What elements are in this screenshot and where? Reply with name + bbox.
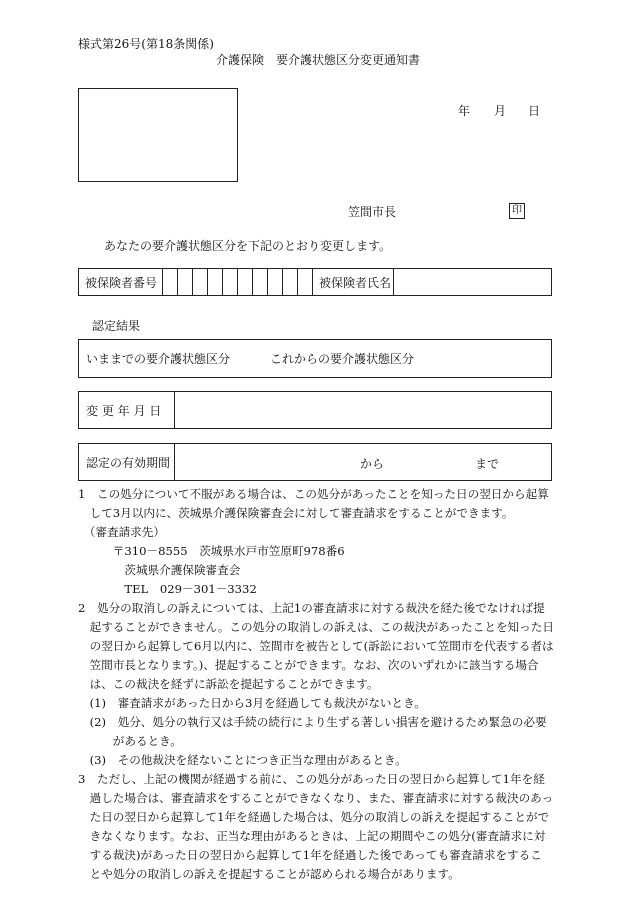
insured-number-digit [238,269,253,295]
notice-line: 〒310－8555 茨城県水戸市笠原町978番6 [78,544,345,558]
notice-line: の翌日から起算して6月以内に、笠間市を被告として(訴訟において笠間市を代表する者は [78,639,554,653]
issuer-name: 笠間市長 [348,205,397,219]
insured-number-digit [223,269,238,295]
valid-period-from: から [360,457,385,471]
change-date-value [175,392,551,428]
notice-line: する裁決)があった日の翌日から起算して1年を経過した後であっても審査請求をするこ [78,848,542,862]
intro-text: あなたの要介護状態区分を下記のとおり変更します。 [104,239,392,253]
insured-number-digit [298,269,313,295]
date-day: 日 [528,104,541,118]
notice-line: (3) その他裁決を経ないことにつき正当な理由があるとき。 [78,753,407,767]
valid-period-until: まで [475,457,500,471]
previous-care-level-label: いままでの要介護状態区分 [86,352,231,366]
insured-number-digit [253,269,268,295]
notice-line: 過した場合は、審査請求をすることができなくなり、また、審査請求に対する裁決のあっ [78,791,554,805]
notice-line: TEL 029－301－3332 [78,582,257,596]
notice-text [78,485,554,884]
insured-name-value [394,269,551,295]
notice-line: （審査請求先） [78,525,165,539]
document-title: 介護保険 要介護状態区分変更通知書 [215,53,420,67]
notice-line: して3月以内に、茨城県介護保険審査会に対して審査請求をすることができます。 [78,506,514,520]
insured-number-label: 被保険者番号 [79,269,163,295]
date-month: 月 [494,104,507,118]
notice-line: 茨城県介護保険審査会 [78,563,241,577]
notice-line: 1 この処分について不服がある場合は、この処分があったことを知った日の翌日から起算 [78,487,549,501]
insured-number-digit [268,269,283,295]
insured-number-digit [178,269,193,295]
insured-name-label: 被保険者氏名 [313,269,394,295]
notice-line: があるとき。 [78,734,182,748]
notice-line: (1) 審査請求があった日から3月を経過しても裁決がないとき。 [78,696,426,710]
seal-mark: 印 [509,203,525,219]
notice-line: 3 ただし、上記の機関が経過する前に、この処分があった日の翌日から起算して1年を経 [78,772,545,786]
change-date-label: 変 更 年 月 日 [79,392,175,428]
notice-line: 笠間市長となります。)、提起することができます。なお、次のいずれかに該当する場合 [78,658,539,672]
notice-line: きなくなります。なお、正当な理由があるときは、上記の期間やこの処分(審査請求に対 [78,829,546,843]
valid-period-row [78,443,552,481]
insured-number-digit [208,269,223,295]
insured-number-digit [193,269,208,295]
insured-number-digit [283,269,298,295]
valid-period-label: 認定の有効期間 [79,444,175,480]
form-number: 様式第26号(第18条関係) [78,37,214,51]
change-date-row [78,391,552,429]
notice-line: は、この裁決を経ずに訴訟を提起することができます。 [78,677,379,691]
notice-line: た日の翌日から起算して1年を経過した場合は、処分の取消しの訴えを提起することがで [78,810,550,824]
notice-line: 2 処分の取消しの訴えについては、上記1の審査請求に対する裁決を経た後でなければ提 [78,601,545,615]
notice-line: (2) 処分、処分の執行又は手続の続行により生ずる著しい損害を避けるため緊急の必要 [78,715,547,729]
recipient-address-box [78,88,238,182]
notice-line: とや処分の取消しの訴えを提起することが認められる場合があります。 [78,867,460,881]
date-year: 年 [458,104,471,118]
certification-heading: 認定結果 [92,319,141,333]
insured-info-table [78,268,552,296]
notice-line: 起することができません。この処分の取消しの訴えは、この裁決があったことを知った日 [78,620,554,634]
insured-number-digit [163,269,178,295]
care-level-box [78,339,552,378]
new-care-level-label: これからの要介護状態区分 [270,352,415,366]
valid-period-value [175,444,551,480]
